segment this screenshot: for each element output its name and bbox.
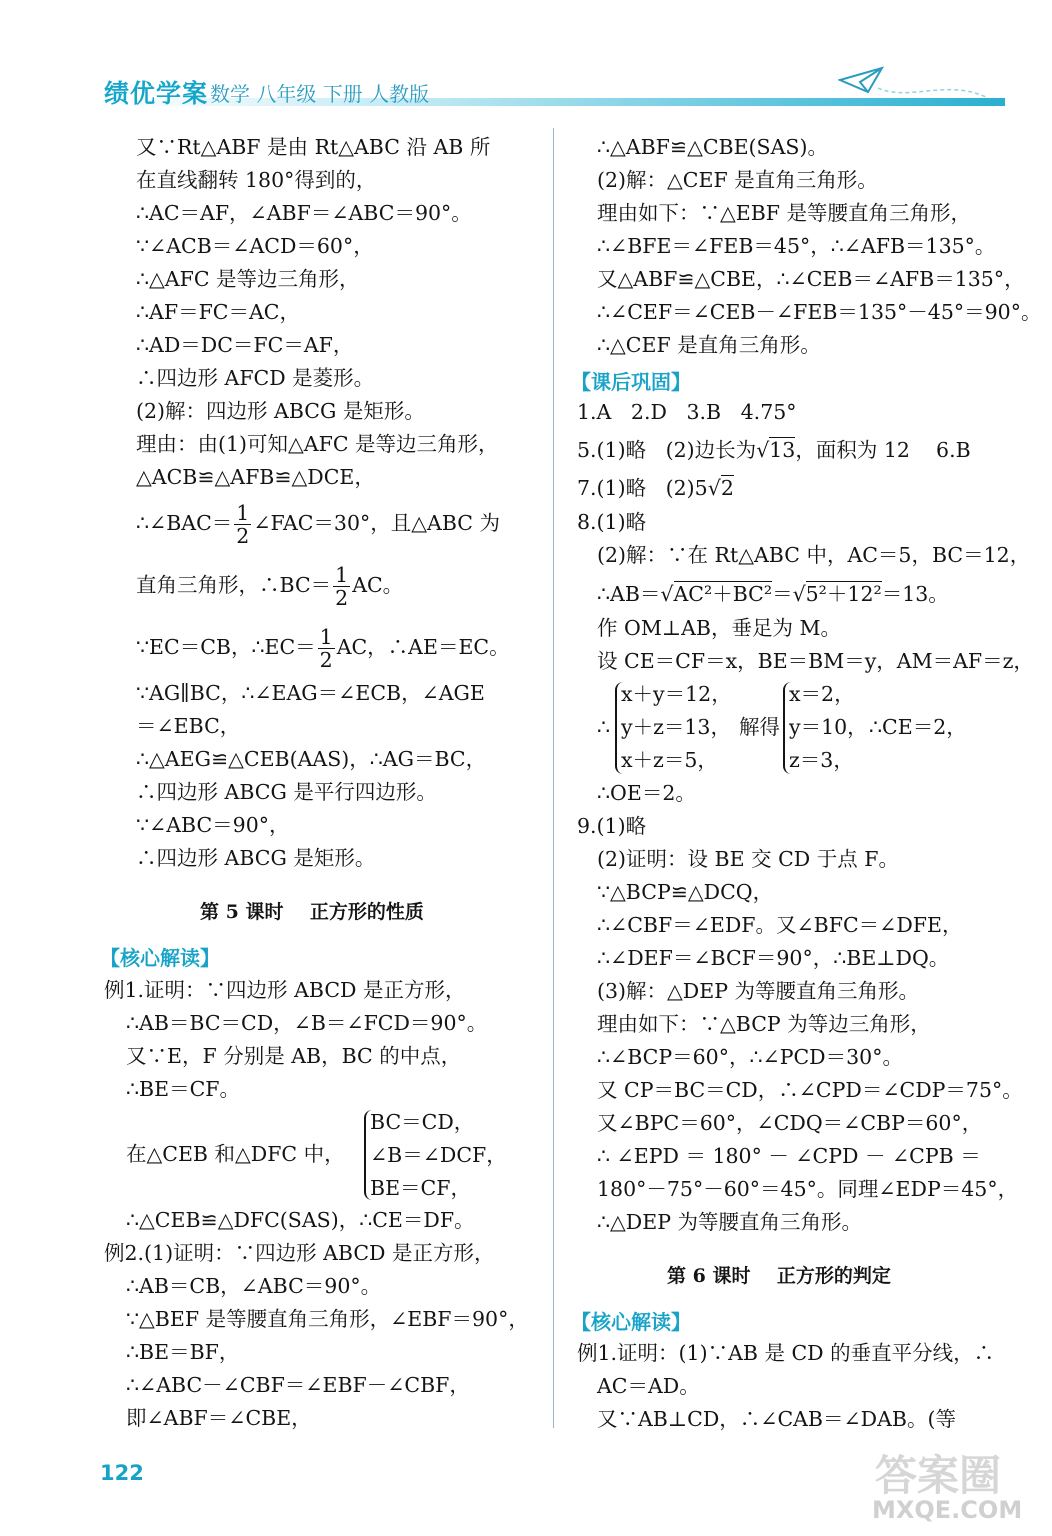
text-line: ∴AB＝CB，∠ABC＝90°。 <box>126 1274 382 1298</box>
text-line: 在直线翻转 180°得到的， <box>136 168 377 192</box>
text-line: ∴AF＝FC＝AC， <box>136 300 300 324</box>
text-line: ∴AD＝DC＝FC＝AF， <box>136 333 354 357</box>
system-solution: x＝2， <box>789 682 855 706</box>
text-line: ∴∠CBF＝∠EDF。又∠BFC＝∠DFE， <box>597 913 963 937</box>
text-line: 作 OM⊥AB，垂足为 M。 <box>597 616 841 640</box>
text-line: ＝∠EBC， <box>136 714 241 738</box>
text-line: 又 CP＝BC＝CD，∴∠CPD＝∠CDP＝75°。 <box>597 1078 1023 1102</box>
sqrt-sign: √ <box>792 582 806 606</box>
text-run: 解得 <box>739 715 780 739</box>
text-run: ∴CE＝2， <box>869 715 967 739</box>
text-line: 设 CE＝CF＝x，BE＝BM＝y，AM＝AF＝z， <box>597 649 1034 673</box>
answer-line: 9.(1)略 <box>577 814 647 838</box>
text-line: 又△ABF≌△CBE，∴∠CEB＝∠AFB＝135°， <box>597 267 1025 291</box>
text-line: ∴四边形 ABCG 是平行四边形。 <box>136 780 437 804</box>
sqrt-sign: √ <box>660 582 674 606</box>
answer-line: 1.A 2.D 3.B 4.75° <box>577 400 797 424</box>
lesson-title: 第 6 课时 正方形的判定 <box>667 1265 891 1287</box>
fraction-denominator: 2 <box>335 586 349 610</box>
text-line: ∴△CEB≌△DFC(SAS)，∴CE＝DF。 <box>126 1208 475 1232</box>
paper-plane-icon <box>838 58 998 118</box>
text-line: ∴BE＝BF， <box>126 1340 240 1364</box>
text-line: ∴△AEG≌△CEB(AAS)，∴AG＝BC， <box>136 747 487 771</box>
text-run: AC，∴AE＝EC。 <box>336 635 510 659</box>
text-line: ∴∠DEF＝∠BCF＝90°，∴BE⊥DQ。 <box>597 946 950 970</box>
fraction <box>318 626 335 671</box>
text-line-fraction <box>136 622 510 672</box>
text-run: ∠FAC＝30°，且△ABC 为 <box>253 511 500 535</box>
system-equation: BC＝CD， <box>370 1110 475 1134</box>
text-line: ∵△BEF 是等腰直角三角形，∠EBF＝90°， <box>126 1307 529 1331</box>
text-line: △ACB≌△AFB≌△DCE， <box>136 465 375 489</box>
text-line: AC＝AD。 <box>597 1374 700 1398</box>
text-run: ∴AB＝ <box>597 582 661 606</box>
text-line: 理由如下：∵△BCP 为等边三角形， <box>597 1012 931 1036</box>
text-line: 即∠ABF＝∠CBE， <box>126 1406 312 1430</box>
section-heading: 【课后巩固】 <box>571 370 691 394</box>
text-line-fraction <box>136 498 500 548</box>
text-line: 180°－75°－60°＝45°。同理∠EDP＝45°， <box>597 1177 1019 1201</box>
text-line: ∴AB＝BC＝CD，∠B＝∠FCD＝90°。 <box>126 1011 488 1035</box>
text-line: (2)证明：设 BE 交 CD 于点 F。 <box>597 847 899 871</box>
system-equation: y＋z＝13， <box>621 715 731 739</box>
text-line: ∵∠ACB＝∠ACD＝60°， <box>136 234 374 258</box>
radicand: 2 <box>720 476 734 500</box>
section-heading: 【核心解读】 <box>100 946 220 970</box>
text-line: 又∠BPC＝60°，∠CDQ＝∠CBP＝60°， <box>597 1111 983 1135</box>
text-line: 在△CEB 和△DFC 中， <box>126 1142 345 1166</box>
text-line: 理由：由(1)可知△AFC 是等边三角形， <box>136 432 499 456</box>
text-line: 例1.证明：(1)∵AB 是 CD 的垂直平分线，∴ <box>577 1341 995 1365</box>
fraction-numerator: 1 <box>236 501 250 525</box>
text-run: ∴∠BAC＝ <box>136 511 233 535</box>
text-line: ∴四边形 ABCG 是矩形。 <box>136 846 376 870</box>
radicand: 5²＋12² <box>805 582 882 606</box>
radicand: 13 <box>769 438 796 462</box>
text-line: ∴BE＝CF。 <box>126 1077 240 1101</box>
fraction <box>234 502 251 547</box>
therefore-symbol: ∴ <box>597 715 611 739</box>
page-number: 122 <box>100 1461 144 1485</box>
fraction <box>333 564 350 609</box>
fraction-denominator: 2 <box>236 524 250 548</box>
text-line: ∴∠CEF＝∠CEB－∠FEB＝135°－45°＝90°。 <box>597 300 1042 324</box>
text-line: 又∵E，F 分别是 AB，BC 的中点， <box>126 1044 462 1068</box>
answer-line <box>577 474 734 502</box>
text-line: 例2.(1)证明：∵四边形 ABCD 是正方形， <box>104 1241 495 1265</box>
answer-line: 8.(1)略 <box>577 510 647 534</box>
text-line: ∴AC＝AF，∠ABF＝∠ABC＝90°。 <box>136 201 472 225</box>
text-line-fraction <box>136 560 403 610</box>
text-line: 又∵AB⊥CD，∴∠CAB＝∠DAB。(等 <box>597 1407 956 1431</box>
text-run: ∵EC＝CB，∴EC＝ <box>136 635 316 659</box>
text-line: (2)解：四边形 ABCG 是矩形。 <box>136 399 425 423</box>
lesson-title: 第 5 课时 正方形的性质 <box>200 901 424 923</box>
system-solution: z＝3， <box>789 748 854 772</box>
section-heading: 【核心解读】 <box>571 1310 691 1334</box>
system-equation: x＋z＝5， <box>621 748 718 772</box>
text-run: ＝13。 <box>881 582 949 606</box>
fraction-numerator: 1 <box>319 625 333 649</box>
sqrt-sign: √ <box>707 476 721 500</box>
text-line: (2)解：△CEF 是直角三角形。 <box>597 168 878 192</box>
text-line: ∴△CEF 是直角三角形。 <box>597 333 821 357</box>
system-equation: x＋y＝12， <box>621 682 732 706</box>
text-run: ＝ <box>772 582 793 606</box>
system-equation: ∠B＝∠DCF， <box>370 1143 507 1167</box>
text-line: (3)解：△DEP 为等腰直角三角形。 <box>597 979 920 1003</box>
text-line: 例1.证明：∵四边形 ABCD 是正方形， <box>104 978 466 1002</box>
text-run: 直角三角形，∴BC＝ <box>136 573 332 597</box>
text-line: ∴OE＝2。 <box>597 781 696 805</box>
text-line: ∴∠BFE＝∠FEB＝45°，∴∠AFB＝135°。 <box>597 234 996 258</box>
text-line: (2)解：∵在 Rt△ABC 中，AC＝5，BC＝12， <box>597 543 1031 567</box>
text-run: ，面积为 12 6.B <box>795 438 971 462</box>
radicand: AC²＋BC² <box>673 582 773 606</box>
fraction-denominator: 2 <box>319 648 333 672</box>
text-line: ∴△AFC 是等边三角形， <box>136 267 360 291</box>
text-line: 理由如下：∵△EBF 是等腰直角三角形， <box>597 201 972 225</box>
text-line: ∴四边形 AFCD 是菱形。 <box>136 366 375 390</box>
answer-line <box>577 436 971 464</box>
text-line: ∴△ABF≌△CBE(SAS)。 <box>597 135 828 159</box>
text-run: 7.(1)略 (2)5 <box>577 476 708 500</box>
text-line: ∴∠BCP＝60°，∴∠PCD＝30°。 <box>597 1045 903 1069</box>
watermark: 答案圈 <box>875 1451 1002 1500</box>
watermark-url: MXQE.COM <box>872 1496 1023 1524</box>
text-line <box>597 580 949 608</box>
text-run: 5.(1)略 (2)边长为 <box>577 438 757 462</box>
text-run: AC。 <box>352 573 404 597</box>
sqrt-sign: √ <box>756 438 770 462</box>
system-solution: y＝10， <box>789 715 868 739</box>
text-line: ∵△BCP≌△DCQ， <box>597 880 774 904</box>
fraction-numerator: 1 <box>335 563 349 587</box>
brand-logo: 绩优学案 <box>104 79 209 108</box>
book-subtitle: 数学 八年级 下册 人教版 <box>210 82 430 106</box>
text-line: ∴∠ABC－∠CBF＝∠EBF－∠CBF， <box>126 1373 470 1397</box>
text-line: 又∵Rt△ABF 是由 Rt△ABC 沿 AB 所 <box>136 135 491 159</box>
system-equation: BE＝CF， <box>370 1176 471 1200</box>
page-header <box>100 70 1005 110</box>
text-line: ∴ ∠EPD ＝ 180° － ∠CPD － ∠CPB ＝ <box>597 1144 981 1168</box>
column-divider <box>553 128 554 1428</box>
text-line: ∵AG∥BC，∴∠EAG＝∠ECB，∠AGE <box>136 681 485 705</box>
text-line: ∵∠ABC＝90°， <box>136 813 290 837</box>
text-line: ∴△DEP 为等腰直角三角形。 <box>597 1210 863 1234</box>
